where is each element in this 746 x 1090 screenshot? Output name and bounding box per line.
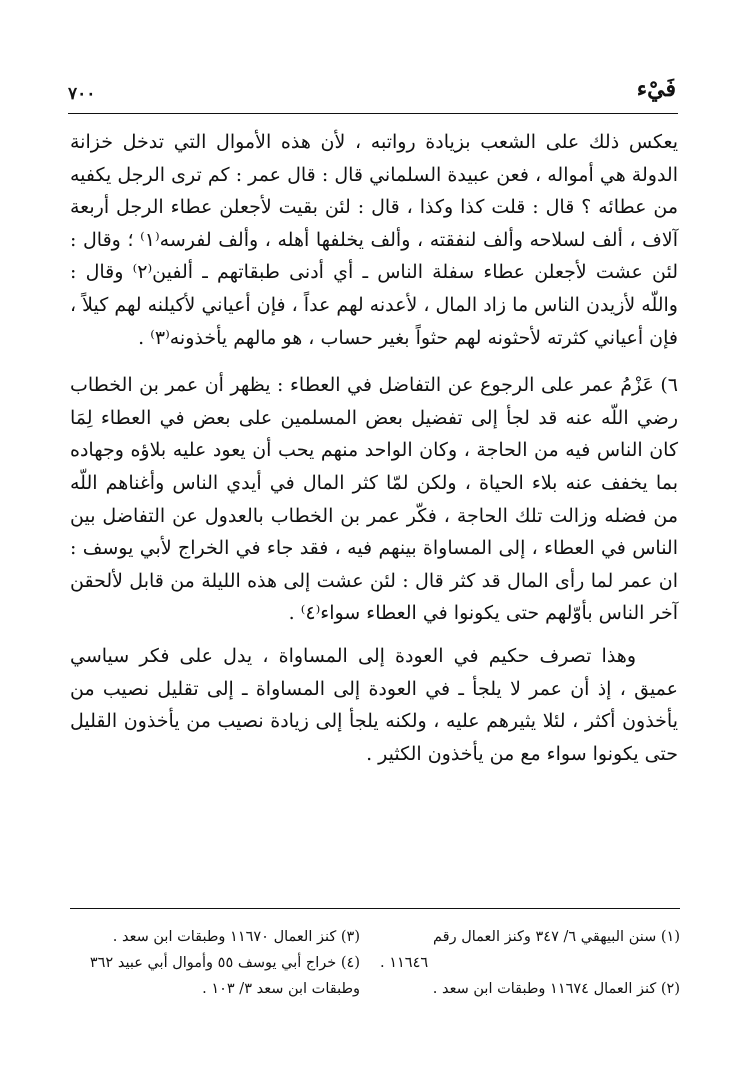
footnote-4: (٤) خراج أبي يوسف ٥٥ وأموال أبي عبيد ٣٦٢ [89,955,360,971]
footnote-4-continuation: وطبقات ابن سعد ٣/ ١٠٣ . [202,981,360,997]
entry-word: فَيْء [636,76,676,102]
running-header [68,74,676,114]
paragraph-3: وهذا تصرف حكيم في العودة إلى المساواة ، يدل على فكر سياسي عميق ، إذ أن عمر لا يلجأ ـ في العودة إلى المساواة ـ إلى تقليل نصيب من يأخذون أكثر ، لئلا يثيرهم عليه ، ولكنه يلجأ إلى زيادة نصيب من يأخذون القليل حتى يكونوا سواء مع من يأخذون الكثير . [70,644,678,765]
footnote-2: (٢) كنز العمال ١١٦٧٤ وطبقات ابن سعد . [432,981,680,997]
header-rule [68,113,678,114]
footnote-rule [70,908,680,909]
footnote-1: (١) سنن البيهقي ٦/ ٣٤٧ وكنز العمال رقم [433,929,680,945]
footnote-3: (٣) كنز العمال ١١٦٧٠ وطبقات ابن سعد . [112,929,360,945]
paragraph-2: ٦) عَزْمُ عمر على الرجوع عن التفاضل في العطاء : يظهر أن عمر بن الخطاب رضي اللّه عنه قد لجأ إلى تفضيل بعض المسلمين على بعض في العطاء لِمَا كان الناس فيه من الحاجة ، وكان الواحد منهم يحب أن يعود عليه بلاؤه وجهاده بما يخفف عنه بلاء الحياة ، ولكن لمّا كثر المال في أيدي الناس وأغناهم اللّه من فضله وزالت تلك الحاجة ، فكّر عمر بن الخطاب بالعدول عن التفاضل بين الناس في العطاء ، إلى المساواة بينهم فيه ، فقد جاء في الخراج لأبي يوسف : ان عمر لما رأى المال قد كثر قال : لئن عشت إلى هذه الليلة من قابل لألحقن آخر الناس بأوّلهم حتى يكونوا في العطاء سواء⁽٤⁾ . [70,374,678,625]
paragraph-1: يعكس ذلك على الشعب بزيادة رواتبه ، لأن هذه الأموال التي تدخل خزانة الدولة هي أمواله ، فعن عبيدة السلماني قال : قال عمر : كم ترى الرجل يكفيه من عطائه ؟ قال : قلت كذا وكذا ، قال : لئن بقيت لأجعلن عطاء الرجل أربعة آلاف ، ألف لسلاحه وألف لنفقته ، وألف يخلفها أهله ، وألف لفرسه⁽١⁾ ؛ وقال : لئن عشت لأجعلن عطاء سفلة الناس ـ أي أدنى طبقاتهم ـ ألفين⁽٢⁾ وقال : واللّه لأزيدن الناس ما زاد المال ، لأعدنه لهم عداً ، فإن أعياني لأكيلنه لهم كيلاً ، فإن أعياني كثرته لأحثونه لهم حثواً بغير حساب ، هو مالهم يأخذونه⁽٣⁾ . [70,131,678,349]
paragraph-gap [70,354,678,369]
footnote-1-continuation: ١١٦٤٦ . [380,955,429,971]
main-text [70,126,678,770]
page-number: ٧٠٠ [68,84,96,104]
footnotes-column-right [380,924,680,1002]
paragraph-gap [70,630,678,640]
footnotes-column-left [70,924,360,1002]
